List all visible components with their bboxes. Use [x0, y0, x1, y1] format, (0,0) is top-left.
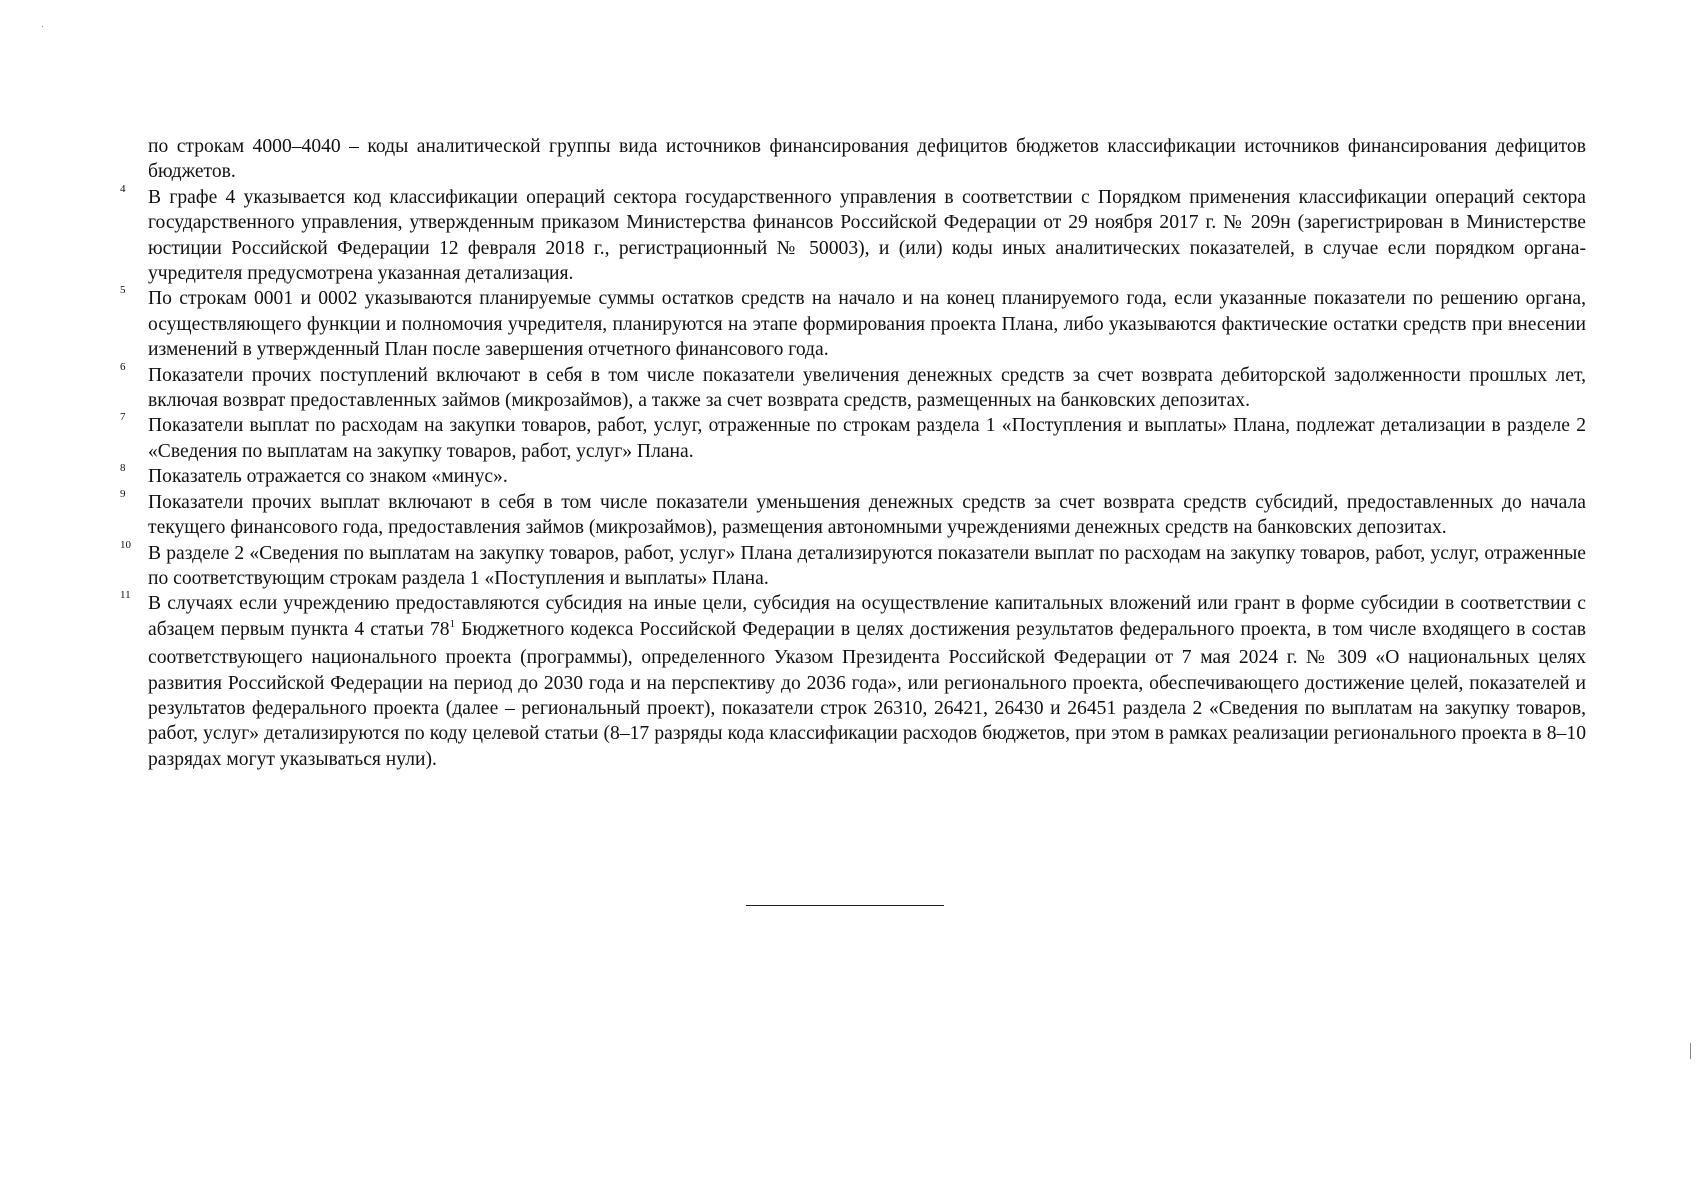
- footnote-text: Показатели выплат по расходам на закупки товаров, работ, услуг, отраженные по строкам раздела 1 «Поступления и выплаты» Плана, подлежат детализации в разделе 2 «Сведения по выплатам на закупку товаров, работ, услуг» Плана.: [148, 415, 1586, 462]
- footnotes-block: [120, 134, 1587, 772]
- footnote-6: [120, 360, 1586, 414]
- footnote-text: В разделе 2 «Сведения по выплатам на закупку товаров, работ, услуг» Плана детализируются показатели выплат по расходам на закупку товаров, работ, услуг, отраженные по соответствующим строкам раздела 1 «Поступления и выплаты» Плана.: [148, 542, 1586, 589]
- footnote-number: 6: [120, 360, 126, 373]
- footnote-number: 10: [120, 538, 131, 551]
- footnote-text: В графе 4 указывается код классификации операций сектора государственного управления в соответствии с Порядком применения классификации операций сектора государственного управления, утвержденным приказом Министерства финансов Российской Федерации от 29 ноября 2017 г. № 209н (зарегистрирован в Министерстве юстиции Российской Федерации 12 февраля 2018 г., регистрационный № 50003), и (или) коды иных аналитических показателей, в случае если порядком органа-учредителя предусмотрена указанная детализация.: [148, 186, 1586, 285]
- footnote-8: [120, 462, 1586, 489]
- footnote-superscript: 1: [449, 617, 456, 630]
- footnote-number: 5: [120, 284, 126, 297]
- footnote-text: По строкам 0001 и 0002 указываются планируемые суммы остатков средств на начало и на конец планируемого года, если указанные показатели по решению органа, осуществляющего функции и полномочия учредителя, планируются на этапе формирования проекта Плана, либо указываются фактические остатки средств при внесении изменений в утвержденный План после завершения отчетного финансового года.: [148, 288, 1586, 361]
- footnote-number: 11: [120, 589, 131, 602]
- footnote-number: 8: [120, 462, 126, 475]
- footnote-4: [120, 182, 1586, 287]
- footnote-text: Показатели прочих поступлений включают в себя в том числе показатели увеличения денежных средств за счет возврата дебиторской задолженности прошлых лет, включая возврат предоставленных займов (микрозаймов), а также за счет возврата средств, размещенных на банковских депозитах.: [148, 364, 1586, 412]
- scan-mark: [1690, 1043, 1691, 1059]
- footnote-text-before: В случаях если учреждению предоставляются субсидия на иные цели, субсидия на осуществление капитальных вложений или грант в форме субсидии в соответствии с абзацем первым пункта 4 статьи 78: [148, 593, 1586, 640]
- footnote-number: 9: [120, 487, 126, 500]
- footnote-9: [120, 487, 1586, 541]
- footnote-7: [120, 411, 1586, 464]
- footnote-number: 4: [120, 182, 126, 195]
- footnote-text: Показатели прочих выплат включают в себя в том числе показатели уменьшения денежных средств за счет возврата средств субсидий, предоставленных до начала текущего финансового года, предоставления займов (микрозаймов), размещения автономными учреждениями денежных средств на банковских депозитах.: [148, 491, 1586, 539]
- footnote-continuation: по строкам 4000–4040 – коды аналитической группы вида источников финансирования дефицитов бюджетов классификации источников финансирования дефицитов бюджетов.: [148, 136, 1586, 183]
- footnote-10: [120, 538, 1586, 592]
- footnote-number: 7: [120, 411, 126, 424]
- footnote-text-after: Бюджетного кодекса Российской Федерации в целях достижения результатов федерального проекта, в том числе входящего в состав соответствующего национального проекта (программы), определенного Указом Президента Российской Федерации от 7 мая 2024 г. № 309 «О национальных целях развития Российской Федерации на период до 2030 года и на перспективу до 2036 года», или регионального проекта, обеспечивающего достижение целей, показателей и результатов федерального проекта (далее – региональный проект), показатели строк 26310, 26421, 26430 и 26451 раздела 2 «Сведения по выплатам на закупку товаров, работ, услуг» детализируются по коду целевой статьи (8–17 разряды кода классификации расходов бюджетов, при этом в рамках реализации регионального проекта в 8–10 разрядах могут указываться нули).: [148, 618, 1587, 770]
- footnote-text: Показатель отражается со знаком «минус».: [148, 466, 508, 488]
- scan-mark: [42, 26, 43, 27]
- closing-rule: [746, 905, 944, 906]
- footnote-11: [120, 589, 1587, 772]
- footnote-5: [120, 284, 1586, 362]
